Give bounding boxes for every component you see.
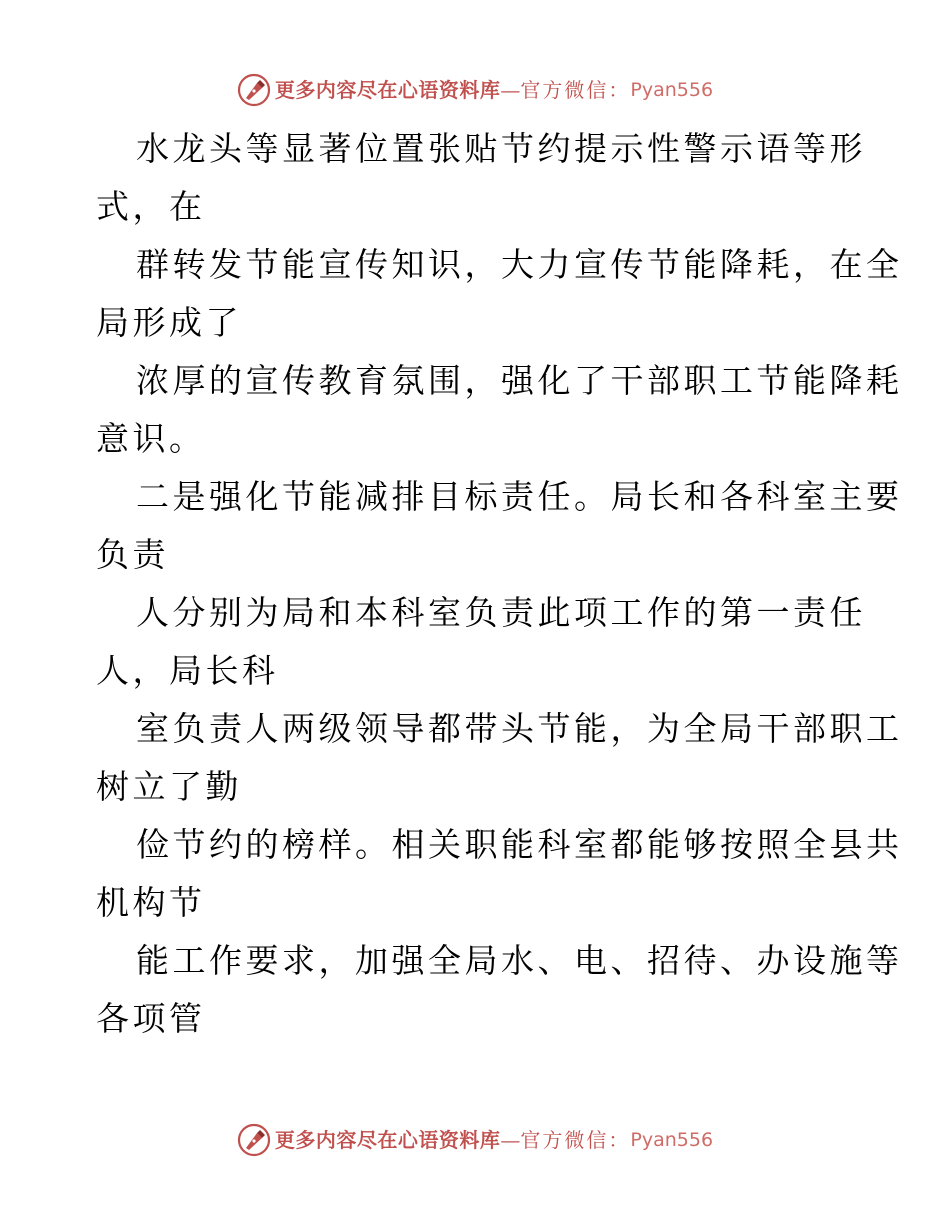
body-line xyxy=(96,294,856,352)
body-line xyxy=(96,932,903,990)
footer-banner xyxy=(0,1122,950,1158)
body-line xyxy=(96,642,856,700)
footer-text xyxy=(275,1122,713,1158)
body-line xyxy=(96,758,856,816)
footer-wechat-id: Pyan556 xyxy=(630,1129,714,1151)
body-line xyxy=(96,816,903,874)
body-line xyxy=(96,410,856,468)
body-line-text: 负责 xyxy=(96,535,169,574)
header-banner xyxy=(0,72,950,108)
body-line xyxy=(96,584,866,642)
body-line-text: 式，在 xyxy=(96,187,206,226)
body-line-text: 能工作要求，加强全局水、电、招待、办设施等 xyxy=(136,941,903,980)
body-line-text: 人分别为局和本科室负责此项工作的第一责任 xyxy=(136,593,866,632)
body-line-text: 人，局长科 xyxy=(96,651,279,690)
header-wechat-id: Pyan556 xyxy=(630,79,714,101)
body-line xyxy=(96,178,856,236)
body-line xyxy=(96,874,856,932)
pen-nib-logo-icon xyxy=(237,73,271,107)
body-line xyxy=(96,352,903,410)
document-body xyxy=(96,120,903,1048)
body-line-text: 二是强化节能减排目标责任。局长和各科室主要 xyxy=(136,477,903,516)
body-line-text: 意识。 xyxy=(96,419,206,458)
header-promo-text: 更多内容尽在心语资料库 xyxy=(274,78,501,102)
body-line xyxy=(96,990,856,1048)
header-text xyxy=(275,72,713,108)
body-line-text: 树立了勤 xyxy=(96,767,242,806)
header-wechat-label: 官方微信： xyxy=(520,78,631,102)
body-line xyxy=(96,236,903,294)
body-line-text: 俭节约的榜样。相关职能科室都能够按照全县共 xyxy=(136,825,903,864)
body-line-text: 群转发节能宣传知识，大力宣传节能降耗，在全 xyxy=(136,245,903,284)
footer-promo-text: 更多内容尽在心语资料库 xyxy=(274,1128,501,1152)
body-line-text: 浓厚的宣传教育氛围，强化了干部职工节能降耗 xyxy=(136,361,903,400)
body-line-text: 水龙头等显著位置张贴节约提示性警示语等形 xyxy=(136,129,866,168)
body-line-text: 室负责人两级领导都带头节能，为全局干部职工 xyxy=(136,709,903,748)
body-line-text: 局形成了 xyxy=(96,303,242,342)
pen-nib-logo-icon xyxy=(237,1123,271,1157)
footer-wechat-label: 官方微信： xyxy=(520,1128,631,1152)
body-line xyxy=(96,526,856,584)
body-line xyxy=(96,700,903,758)
body-line-text: 各项管 xyxy=(96,999,206,1038)
body-line xyxy=(96,468,903,526)
body-line xyxy=(96,120,866,178)
footer-separator: — xyxy=(500,1128,521,1152)
body-line-text: 机构节 xyxy=(96,883,206,922)
header-separator: — xyxy=(500,78,521,102)
